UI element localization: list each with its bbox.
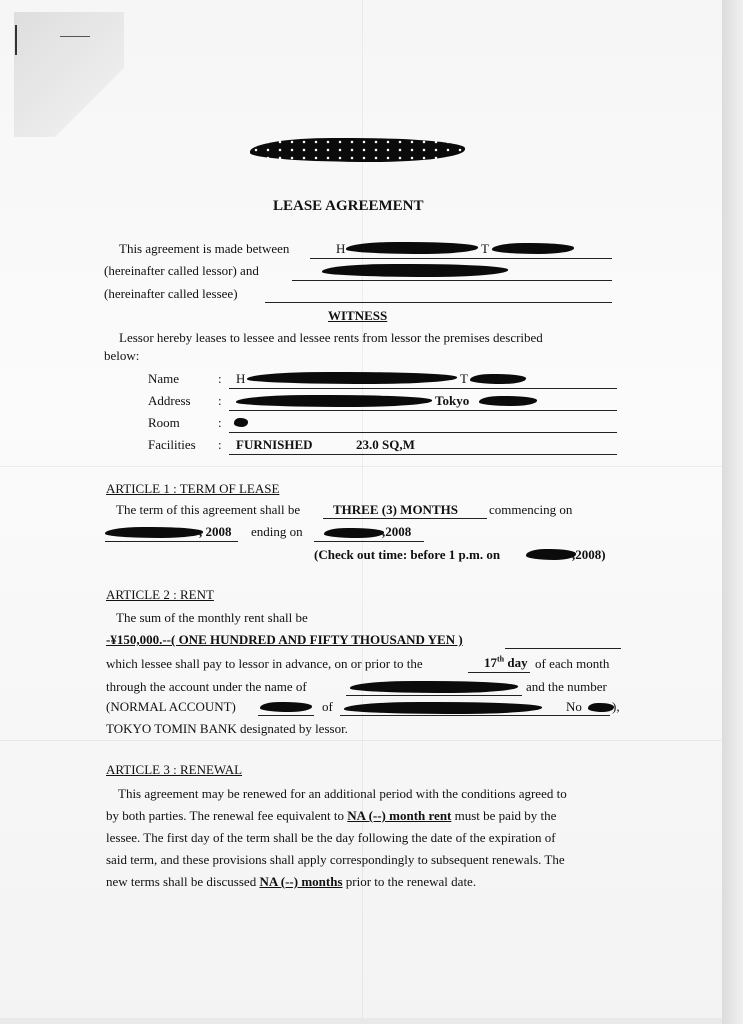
fill-line <box>346 695 522 696</box>
start-year: , 2008 <box>199 524 232 539</box>
redaction-mark <box>250 138 465 162</box>
article2-text: through the account under the name of <box>106 679 307 694</box>
checkout-year: ,2008) <box>572 547 606 562</box>
article2-text: which lessee shall pay to lessor in advance, on or prior to the <box>106 656 423 671</box>
checkout-text: (Check out time: before 1 p.m. on <box>314 547 501 562</box>
fill-line <box>292 280 612 281</box>
fill-line <box>229 432 617 433</box>
redaction-mark <box>247 372 457 384</box>
redaction-mark <box>526 549 576 560</box>
document-title: LEASE AGREEMENT <box>273 198 424 214</box>
fill-line <box>468 672 530 673</box>
facilities-label: Facilities <box>148 437 196 452</box>
name-letter: T <box>460 371 468 386</box>
fill-line <box>258 715 314 716</box>
address-city: Tokyo <box>435 393 470 408</box>
fill-line <box>310 258 612 259</box>
folded-corner <box>14 12 124 137</box>
fold-line <box>0 740 722 741</box>
redaction-mark <box>479 396 537 406</box>
name-label: Name <box>148 371 180 386</box>
lessee-label: (hereinafter called lessee) <box>104 286 238 301</box>
article2-text: TOKYO TOMIN BANK designated by lessor. <box>106 721 348 736</box>
end-year: ,2008 <box>382 524 412 539</box>
redaction-mark <box>492 243 574 254</box>
article3-text: lessee. The first day of the term shall be the day following the date of the expiration of <box>106 830 556 845</box>
discussion-period: NA (--) months <box>259 874 343 889</box>
room-label: Room <box>148 415 180 430</box>
corner-mark <box>15 25 17 55</box>
article1-text: The term of this agreement shall be <box>116 502 301 517</box>
redaction-mark <box>350 681 518 693</box>
fill-line <box>229 410 617 411</box>
fill-line <box>105 541 238 542</box>
article2-text: of <box>322 699 333 714</box>
witness-heading: WITNESS <box>328 308 388 323</box>
redaction-mark <box>588 703 614 712</box>
article2-text: of each month <box>535 656 610 671</box>
article3-text: said term, and these provisions shall apply correspondingly to subsequent renewals. The <box>106 852 565 867</box>
fill-line <box>340 715 610 716</box>
page-edge <box>722 0 743 1024</box>
renewal-fee: NA (--) month rent <box>347 808 452 823</box>
fill-line <box>505 648 621 649</box>
fill-line <box>314 541 424 542</box>
lease-text: Lessor hereby leases to lessee and lessee rents from lessor the premises described <box>119 330 543 345</box>
article2-text: ), <box>612 699 620 714</box>
article1-heading: ARTICLE 1 : TERM OF LEASE <box>106 481 280 496</box>
lease-term: THREE (3) MONTHS <box>333 502 458 517</box>
redaction-mark <box>234 418 248 427</box>
article1-text: ending on <box>251 524 303 539</box>
party1-letter: T <box>481 241 489 256</box>
article3-text: new terms shall be discussed NA (--) months prior to the renewal date. <box>106 874 477 889</box>
fill-line <box>229 388 617 389</box>
fill-line <box>265 302 612 303</box>
redaction-mark <box>105 527 203 538</box>
name-initial: H <box>236 371 246 386</box>
redaction-mark <box>324 528 384 538</box>
colon: : <box>218 437 222 452</box>
redaction-mark <box>236 395 432 407</box>
article2-text: (NORMAL ACCOUNT) <box>106 699 236 714</box>
article3-heading: ARTICLE 3 : RENEWAL <box>106 762 243 777</box>
redaction-mark <box>346 242 478 254</box>
intro-text: This agreement is made between <box>119 241 290 256</box>
redaction-mark <box>470 374 526 384</box>
colon: : <box>218 415 222 430</box>
article2-text: The sum of the monthly rent shall be <box>116 610 308 625</box>
rent-amount: -¥150,000.--( ONE HUNDRED AND FIFTY THOUSAND YEN ) <box>106 632 463 647</box>
article2-text: and the number <box>526 679 607 694</box>
article1-text: commencing on <box>489 502 573 517</box>
lease-text: below: <box>104 348 140 363</box>
address-label: Address <box>148 393 191 408</box>
party1-initial: H <box>336 241 346 256</box>
colon: : <box>218 393 222 408</box>
article2-heading: ARTICLE 2 : RENT <box>106 587 214 602</box>
facilities-value: FURNISHED <box>236 437 313 452</box>
area-value: 23.0 SQ,M <box>356 437 415 452</box>
fill-line <box>229 454 617 455</box>
corner-dash <box>60 36 90 37</box>
fill-line <box>323 518 487 519</box>
article3-text: by both parties. The renewal fee equivalent to NA (--) month rent must be paid by the <box>106 808 557 823</box>
article3-text: This agreement may be renewed for an additional period with the conditions agreed to <box>118 786 567 801</box>
fold-line <box>0 466 722 467</box>
payment-day: 17th day <box>484 654 528 670</box>
redaction-mark <box>322 264 508 277</box>
redaction-mark <box>344 702 542 714</box>
redaction-mark <box>260 702 312 712</box>
account-no-label: No <box>566 699 582 714</box>
lessor-label: (hereinafter called lessor) and <box>104 263 259 278</box>
colon: : <box>218 371 222 386</box>
